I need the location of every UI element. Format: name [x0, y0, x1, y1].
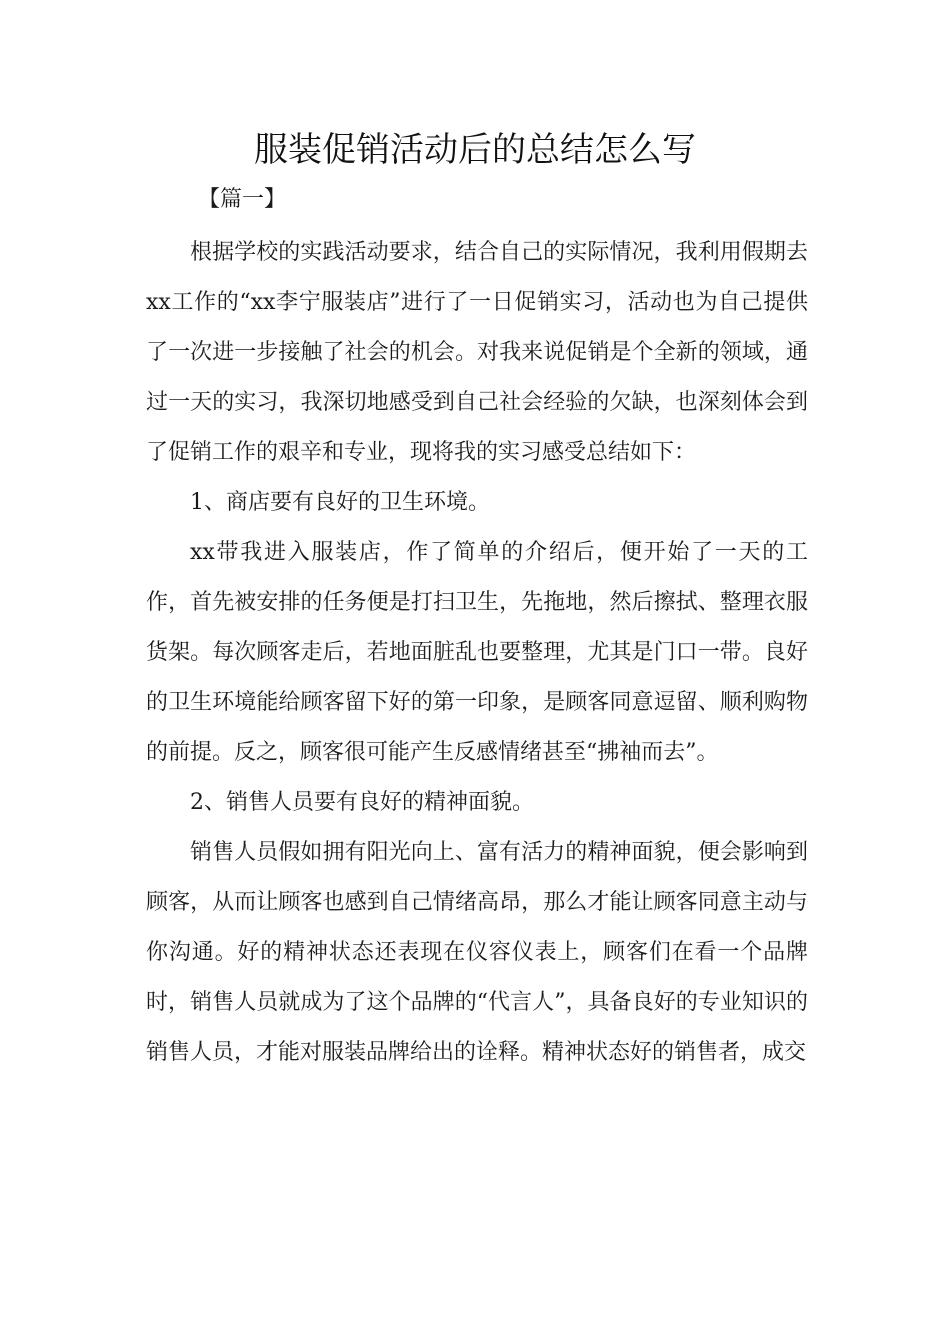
paragraph-heading-1: 1、商店要有良好的卫生环境。	[190, 490, 490, 515]
section-label: 【篇一】	[198, 187, 287, 212]
document-body	[146, 228, 808, 1078]
document-title: 服装促销活动后的总结怎么写	[254, 130, 696, 170]
paragraph-intro: 根据学校的实践活动要求，结合自己的实际情况，我利用假期去xx工作的“xx李宁服装店”进行了一日促销实习，活动也为自己提供了一次进一步接触了社会的机会。对我来说促销是个全新的领域，通过一天的实习，我深切地感受到自己社会经验的欠缺，也深刻体会到了促销工作的艰辛和专业，现将我的实习感受总结如下：	[146, 240, 808, 465]
paragraph-heading-2: 2、销售人员要有良好的精神面貌。	[190, 790, 534, 815]
paragraph-spirit: 销售人员假如拥有阳光向上、富有活力的精神面貌，便会影响到顾客，从而让顾客也感到自己情绪高昂，那么才能让顾客同意主动与你沟通。好的精神状态还表现在仪容仪表上，顾客们在看一个品牌时，销售人员就成为了这个品牌的“代言人”，具备良好的专业知识的销售人员，才能对服装品牌给出的诠释。精神状态好的销售者，成交	[146, 840, 808, 1065]
paragraph-hygiene: xx带我进入服装店，作了简单的介绍后，便开始了一天的工作，首先被安排的任务便是打扫卫生，先拖地，然后擦拭、整理衣服货架。每次顾客走后，若地面脏乱也要整理，尤其是门口一带。良好的卫生环境能给顾客留下好的第一印象，是顾客同意逗留、顺利购物的前提。反之，顾客很可能产生反感情绪甚至“拂袖而去”。	[146, 540, 808, 765]
